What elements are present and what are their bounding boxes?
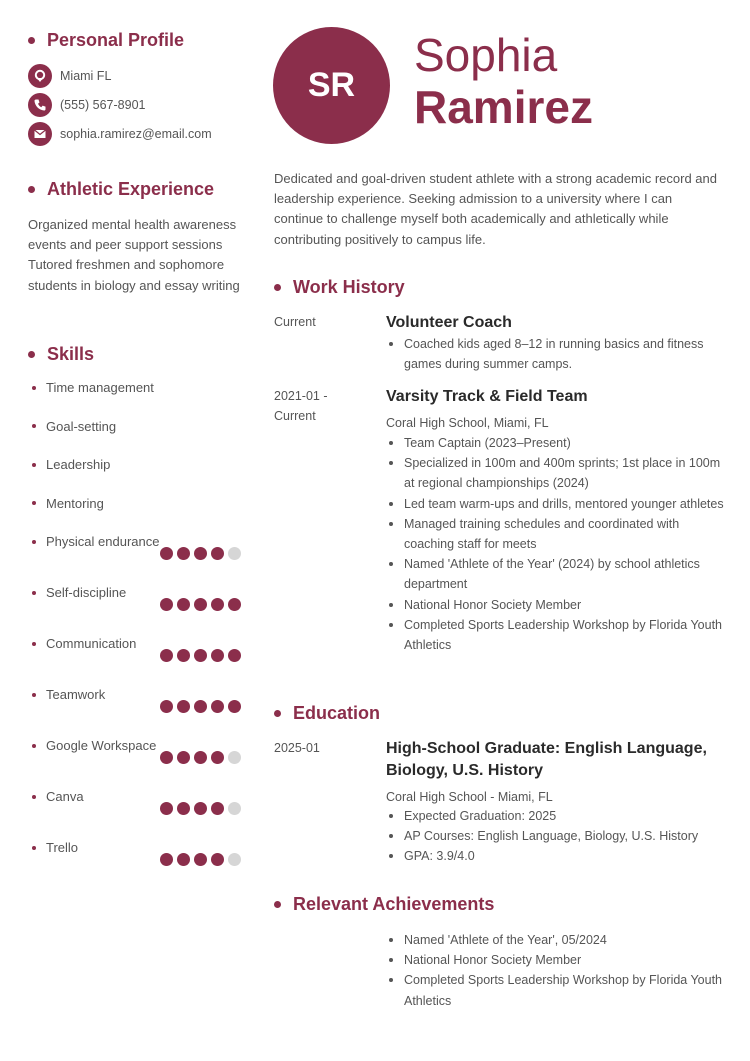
list-item: Team Captain (2023–Present) <box>386 433 726 453</box>
skill-bullet-icon <box>32 386 36 390</box>
contact-location: Miami FL <box>28 64 111 88</box>
skill-name: Time management <box>46 380 154 395</box>
job-organization: Coral High School, Miami, FL <box>386 416 549 430</box>
heading-bullet-icon <box>274 284 281 291</box>
skill-name: Teamwork <box>46 687 106 702</box>
heading-bullet-icon <box>28 351 35 358</box>
skill-name: Leadership <box>46 457 111 472</box>
rating-dot-filled <box>211 802 224 815</box>
skill-bullet-icon <box>32 744 36 748</box>
list-item: GPA: 3.9/4.0 <box>386 846 726 866</box>
rating-dot-filled <box>194 853 207 866</box>
skill-name: Canva <box>46 789 84 804</box>
skill-bullet-icon <box>32 591 36 595</box>
skill-bullet-icon <box>32 463 36 467</box>
heading-bullet-icon <box>274 901 281 908</box>
list-item: Completed Sports Leadership Workshop by Florida Youth Athletics <box>386 970 726 1010</box>
school-name: Coral High School - Miami, FL <box>386 790 553 804</box>
skill-rating <box>160 802 241 815</box>
rating-dot-empty <box>228 802 241 815</box>
skill-item <box>32 534 159 549</box>
skill-item <box>32 585 126 600</box>
skill-item <box>32 840 78 855</box>
skill-rating <box>160 853 241 866</box>
work-history-heading: Work History <box>274 277 405 298</box>
phone-icon <box>28 93 52 117</box>
list-item: Named 'Athlete of the Year' (2024) by school athletics department <box>386 554 726 594</box>
rating-dot-filled <box>160 802 173 815</box>
skill-rating <box>160 649 241 662</box>
location-pin-icon <box>28 64 52 88</box>
contact-email[interactable]: sophia.ramirez@email.com <box>28 122 212 146</box>
rating-dot-empty <box>228 853 241 866</box>
rating-dot-empty <box>228 751 241 764</box>
skill-bullet-icon <box>32 642 36 646</box>
skill-bullet-icon <box>32 540 36 544</box>
athletic-experience-heading: Athletic Experience <box>28 179 214 200</box>
skills-heading: Skills <box>28 344 94 365</box>
list-item: AP Courses: English Language, Biology, U.S. History <box>386 826 726 846</box>
list-item: Expected Graduation: 2025 <box>386 806 726 826</box>
list-item: National Honor Society Member <box>386 950 726 970</box>
last-name: Ramirez <box>414 81 593 133</box>
rating-dot-filled <box>228 700 241 713</box>
skill-bullet-icon <box>32 693 36 697</box>
skill-bullet-icon <box>32 795 36 799</box>
job-date: 2021-01 - Current <box>274 389 328 423</box>
rating-dot-filled <box>211 853 224 866</box>
education-bullets <box>386 806 726 867</box>
list-item: Completed Sports Leadership Workshop by Florida Youth Athletics <box>386 615 726 655</box>
rating-dot-filled <box>194 547 207 560</box>
skill-rating <box>160 700 241 713</box>
skill-name: Self-discipline <box>46 585 127 600</box>
job-bullets <box>386 433 726 655</box>
achievements-bullets <box>386 930 726 1011</box>
rating-dot-filled <box>160 853 173 866</box>
skill-bullet-icon <box>32 424 36 428</box>
rating-dot-filled <box>160 598 173 611</box>
heading-bullet-icon <box>28 186 35 193</box>
list-item: National Honor Society Member <box>386 595 726 615</box>
rating-dot-filled <box>160 547 173 560</box>
skill-name: Google Workspace <box>46 738 157 753</box>
skill-rating <box>160 598 241 611</box>
job-title: Varsity Track & Field Team <box>386 388 588 405</box>
skill-item <box>32 419 116 434</box>
rating-dot-filled <box>194 802 207 815</box>
skill-name: Mentoring <box>46 495 104 511</box>
avatar-initials: SR <box>307 66 356 104</box>
job-title: Volunteer Coach <box>386 314 512 331</box>
rating-dot-filled <box>194 700 207 713</box>
rating-dot-filled <box>194 598 207 611</box>
rating-dot-filled <box>177 598 190 611</box>
list-item: Coached kids aged 8–12 in running basics and fitness games during summer camps. <box>386 334 726 374</box>
rating-dot-filled <box>194 649 207 662</box>
skill-rating <box>160 751 241 764</box>
list-item: Led team warm-ups and drills, mentored younger athletes <box>386 494 726 514</box>
first-name: Sophia <box>414 29 558 81</box>
skill-item <box>32 789 84 804</box>
list-item: Named 'Athlete of the Year', 05/2024 <box>386 930 726 950</box>
skill-name: Goal-setting <box>46 418 117 434</box>
education-date: 2025-01 <box>274 741 320 755</box>
rating-dot-filled <box>177 853 190 866</box>
rating-dot-filled <box>211 547 224 560</box>
rating-dot-filled <box>211 598 224 611</box>
heading-bullet-icon <box>274 710 281 717</box>
job-date: Current <box>274 315 316 329</box>
skill-name: Communication <box>46 636 137 651</box>
skill-item <box>32 636 136 651</box>
degree-title: High-School Graduate: English Language, Biology, U.S. History <box>386 740 707 779</box>
rating-dot-filled <box>177 649 190 662</box>
avatar <box>273 27 390 144</box>
rating-dot-filled <box>177 751 190 764</box>
skill-name: Physical endurance <box>46 534 160 549</box>
skill-item <box>32 457 110 472</box>
skill-item <box>32 380 154 395</box>
education-heading: Education <box>274 703 380 724</box>
rating-dot-filled <box>177 700 190 713</box>
rating-dot-filled <box>160 751 173 764</box>
envelope-icon <box>28 122 52 146</box>
job-bullets <box>386 334 726 374</box>
rating-dot-filled <box>160 700 173 713</box>
skill-bullet-icon <box>32 501 36 505</box>
rating-dot-filled <box>194 751 207 764</box>
rating-dot-filled <box>228 598 241 611</box>
contact-phone: (555) 567-8901 <box>28 93 145 117</box>
list-item: Managed training schedules and coordinated with coaching staff for meets <box>386 514 726 554</box>
athletic-experience-text: Organized mental health awareness events and peer support sessions Tutored freshmen and sophomore students in biology and essay writing <box>28 217 240 293</box>
skill-item <box>32 496 104 511</box>
summary: Dedicated and goal-driven student athlete with a strong academic record and leadership experience. Seeking admission to a university where I can continue to challenge myself both academically and athletically while contributing positively to campus life. <box>274 171 717 247</box>
rating-dot-empty <box>228 547 241 560</box>
rating-dot-filled <box>177 547 190 560</box>
rating-dot-filled <box>228 649 241 662</box>
rating-dot-filled <box>211 751 224 764</box>
rating-dot-filled <box>211 649 224 662</box>
rating-dot-filled <box>177 802 190 815</box>
skill-item <box>32 738 156 753</box>
skill-bullet-icon <box>32 846 36 850</box>
skill-name: Trello <box>46 840 79 855</box>
personal-profile-heading: Personal Profile <box>28 30 184 51</box>
heading-bullet-icon <box>28 37 35 44</box>
skill-rating <box>160 547 241 560</box>
rating-dot-filled <box>211 700 224 713</box>
skill-item <box>32 687 105 702</box>
list-item: Specialized in 100m and 400m sprints; 1st place in 100m at regional championships (2024) <box>386 453 726 493</box>
achievements-heading: Relevant Achievements <box>274 894 494 915</box>
rating-dot-filled <box>160 649 173 662</box>
